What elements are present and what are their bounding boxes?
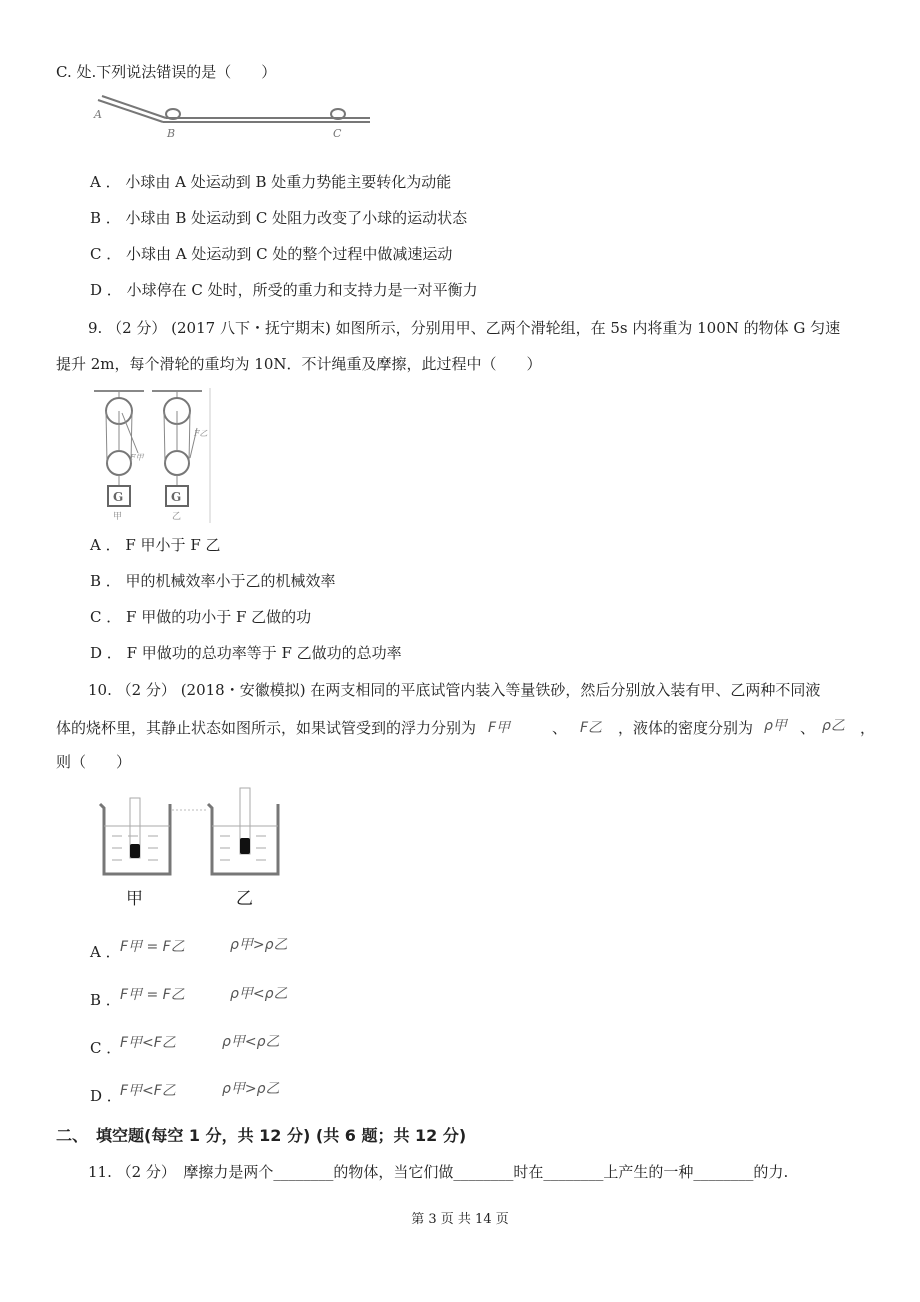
force-label-yi: F乙 xyxy=(194,429,208,438)
page-footer: 第 3 页 共 14 页 xyxy=(411,1212,509,1227)
symbol-f-yi: F乙 xyxy=(580,720,603,736)
q10-option-c-density: ρ甲<ρ乙 xyxy=(222,1034,280,1050)
q9-option-b[interactable]: B ． 甲的机械效率小于乙的机械效率 xyxy=(90,572,336,590)
symbol-rho-jia: ρ甲 xyxy=(764,718,787,734)
q11-text: 11. （2 分） 摩擦力是两个________的物体，当它们做________时在________上产生的一种________的力. xyxy=(88,1163,789,1181)
q10-option-a-force: F甲 = F乙 xyxy=(120,939,185,955)
beaker-label-jia: 甲 xyxy=(126,889,143,909)
ramp-figure xyxy=(88,92,378,142)
q10-option-b-force: F甲 = F乙 xyxy=(120,987,185,1003)
weight-label-jia: G xyxy=(113,490,124,504)
label-jia: 甲 xyxy=(113,512,123,522)
section-2-title: 二、 填空题(每空 1 分，共 12 分) (共 6 题；共 12 分) xyxy=(56,1126,467,1145)
q8-option-c[interactable]: C ． 小球由 A 处运动到 C 处的整个过程中做减速运动 xyxy=(90,245,453,263)
q9-option-c[interactable]: C ． F 甲做的功小于 F 乙做的功 xyxy=(90,608,312,626)
q10-sep-1: 、 xyxy=(552,719,568,737)
q10-stem-line3: 则（ ） xyxy=(56,753,132,771)
q10-option-b-density: ρ甲<ρ乙 xyxy=(230,986,288,1002)
q8-stem-tail: C. 处.下列说法错误的是（ ） xyxy=(56,63,277,81)
q10-stem-line1: 10. （2 分） (2018・安徽模拟) 在两支相同的平底试管内装入等量铁砂，然后分别放入装有甲、乙两种不同液 xyxy=(88,681,821,699)
beaker-figure xyxy=(92,786,292,910)
weight-label-yi: G xyxy=(171,490,182,504)
label-a: A xyxy=(94,108,102,121)
q10-stem-mid: ，液体的密度分别为 xyxy=(618,719,754,737)
q10-option-c-letter: C ． xyxy=(90,1039,122,1057)
q10-stem-line2: 体的烧杯里，其静止状态如图所示，如果试管受到的浮力分别为 xyxy=(56,719,477,737)
pulley-figure xyxy=(90,388,215,523)
q8-option-a[interactable]: A ． 小球由 A 处运动到 B 处重力势能主要转化为动能 xyxy=(90,173,452,191)
q9-stem-line1: 9. （2 分） (2017 八下・抚宁期末) 如图所示，分别用甲、乙两个滑轮组，在 5s 内将重为 100N 的物体 G 匀速 xyxy=(88,319,841,337)
symbol-rho-yi: ρ乙 xyxy=(822,718,845,734)
q10-option-a-density: ρ甲>ρ乙 xyxy=(230,937,288,953)
q10-option-a-letter: A ． xyxy=(90,943,121,961)
symbol-f-jia: F甲 xyxy=(488,720,511,736)
q10-option-d-letter: D ． xyxy=(90,1087,122,1105)
q10-option-d-density: ρ甲>ρ乙 xyxy=(222,1081,280,1097)
q9-option-a[interactable]: A ． F 甲小于 F 乙 xyxy=(90,536,221,554)
label-c: C xyxy=(333,127,342,140)
label-b: B xyxy=(167,127,176,140)
beaker-label-yi: 乙 xyxy=(236,889,253,909)
q10-option-b-letter: B ． xyxy=(90,991,121,1009)
q9-stem-line2: 提升 2m，每个滑轮的重均为 10N．不计绳重及摩擦，此过程中（ ） xyxy=(56,355,542,373)
q10-sep-2: 、 xyxy=(800,719,816,737)
q10-option-c-force: F甲<F乙 xyxy=(120,1035,176,1051)
q10-option-d-force: F甲<F乙 xyxy=(120,1083,176,1099)
q8-option-b[interactable]: B ． 小球由 B 处运动到 C 处阻力改变了小球的运动状态 xyxy=(90,209,468,227)
q9-option-d[interactable]: D ． F 甲做功的总功率等于 F 乙做功的总功率 xyxy=(90,644,402,662)
q8-option-d[interactable]: D ． 小球停在 C 处时，所受的重力和支持力是一对平衡力 xyxy=(90,281,478,299)
q10-stem-end: ， xyxy=(860,719,876,737)
force-label-jia: F甲 xyxy=(130,453,144,462)
label-yi: 乙 xyxy=(172,512,182,522)
